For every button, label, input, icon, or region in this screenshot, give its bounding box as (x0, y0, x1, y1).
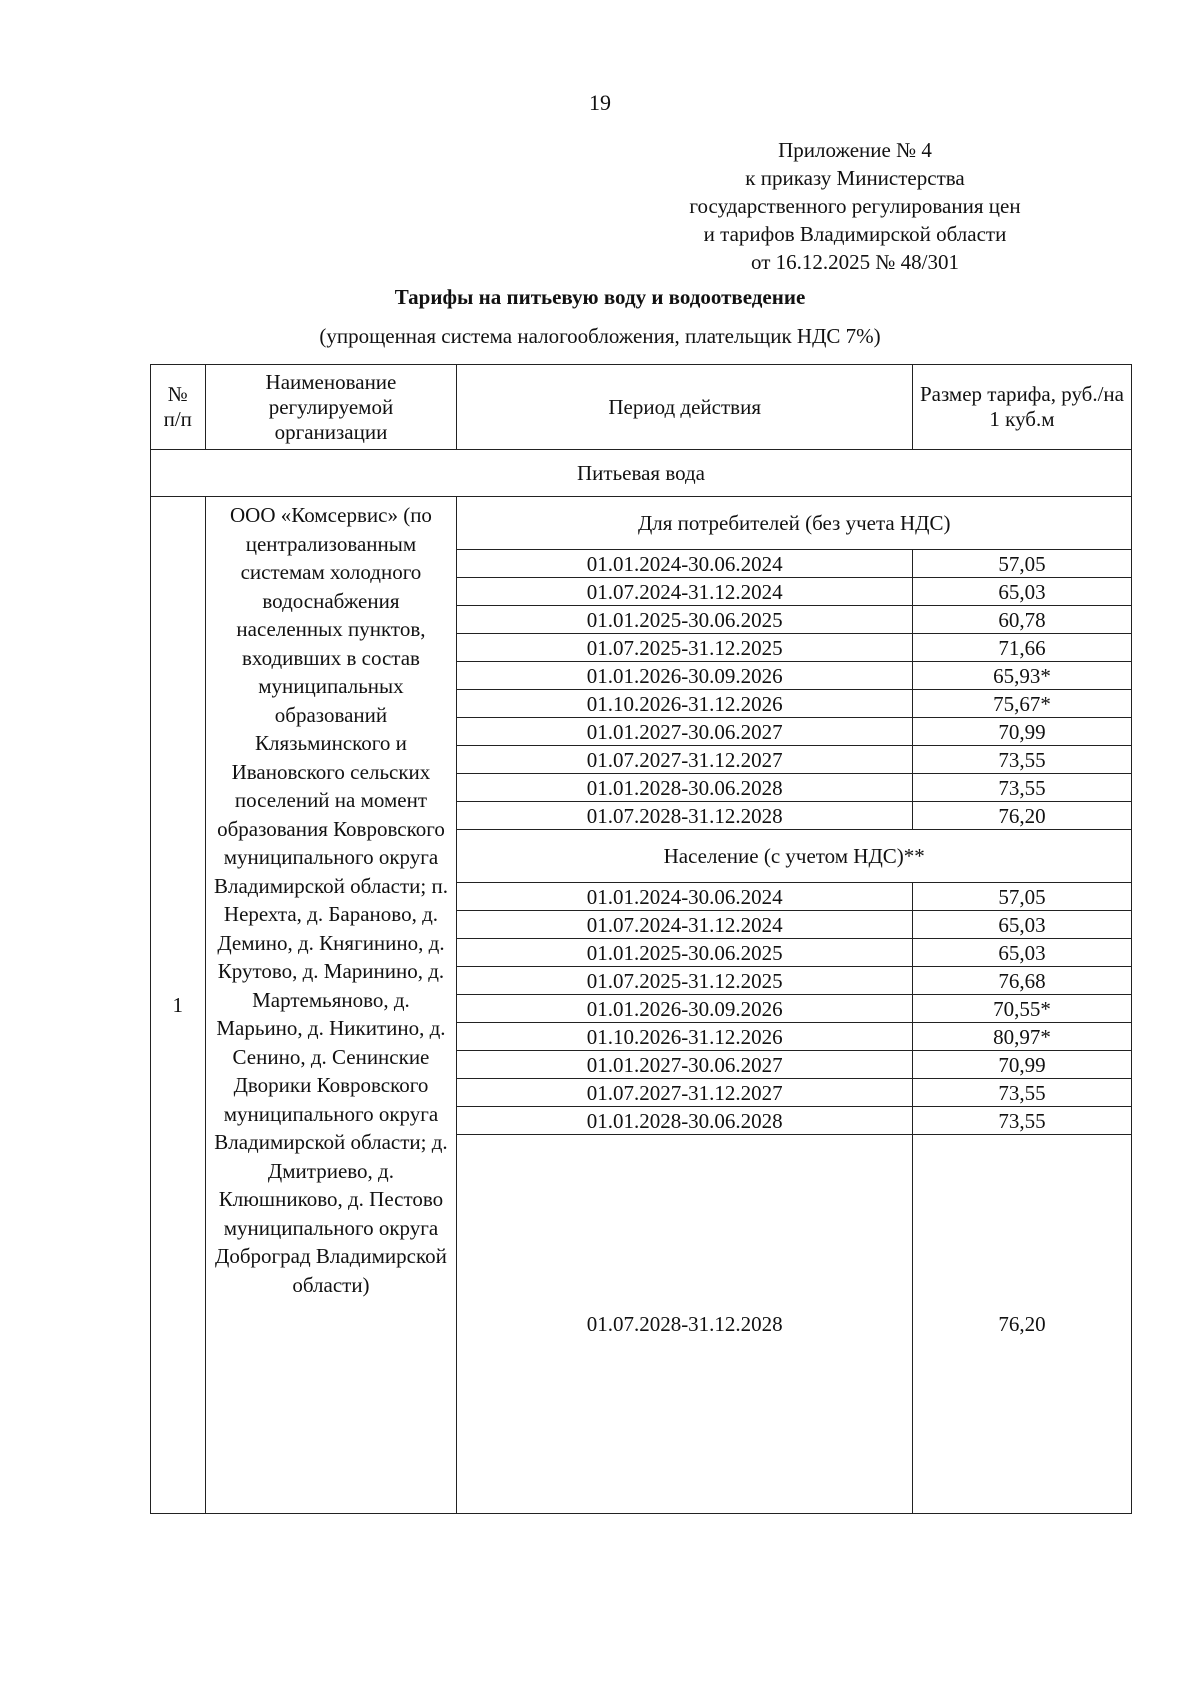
period-cell: 01.10.2026-31.12.2026 (457, 1023, 913, 1051)
period-cell: 01.07.2028-31.12.2028 (457, 1135, 913, 1514)
period-cell: 01.07.2024-31.12.2024 (457, 578, 913, 606)
period-cell: 01.01.2028-30.06.2028 (457, 774, 913, 802)
row-number: 1 (151, 497, 206, 1514)
tariff-value-cell: 71,66 (912, 634, 1131, 662)
tariff-value-cell: 70,99 (912, 718, 1131, 746)
appendix-line: государственного регулирования цен (689, 194, 1021, 218)
period-cell: 01.01.2024-30.06.2024 (457, 550, 913, 578)
tariff-value-cell: 65,03 (912, 939, 1131, 967)
group-label: Население (с учетом НДС)** (457, 830, 1132, 883)
appendix-line: к приказу Министерства (745, 166, 965, 190)
header-org: Наименование регулируемой организации (205, 365, 457, 450)
tariff-value-cell: 65,03 (912, 911, 1131, 939)
period-cell: 01.07.2027-31.12.2027 (457, 1079, 913, 1107)
tariff-value-cell: 57,05 (912, 550, 1131, 578)
document-subtitle: (упрощенная система налогообложения, плательщик НДС 7%) (319, 324, 881, 348)
appendix-line: и тарифов Владимирской области (703, 222, 1007, 246)
section-title: Питьевая вода (151, 450, 1132, 497)
period-cell: 01.01.2027-30.06.2027 (457, 718, 913, 746)
tariff-value-cell: 60,78 (912, 606, 1131, 634)
header-tariff: Размер тарифа, руб./на 1 куб.м (912, 365, 1131, 450)
period-cell: 01.01.2026-30.09.2026 (457, 995, 913, 1023)
document-title: Тарифы на питьевую воду и водоотведение (394, 285, 806, 309)
tariff-value-cell: 57,05 (912, 883, 1131, 911)
period-cell: 01.07.2024-31.12.2024 (457, 911, 913, 939)
tariff-value-cell: 75,67* (912, 690, 1131, 718)
appendix-block (645, 136, 1065, 276)
tariff-table (150, 364, 1132, 1514)
period-cell: 01.07.2025-31.12.2025 (457, 634, 913, 662)
tariff-value-cell: 73,55 (912, 1107, 1131, 1135)
header-num: № п/п (151, 365, 206, 450)
tariff-value-cell: 76,68 (912, 967, 1131, 995)
appendix-line: от 16.12.2025 № 48/301 (750, 250, 960, 274)
period-cell: 01.07.2028-31.12.2028 (457, 802, 913, 830)
organization-name: ООО «Комсервис» (по централизованным системам холодного водоснабжения населенных пунктов, входивших в состав муниципальных образований Клязьминского и Ивановского сельских поселений на момент образования Ковровского муниципального округа Владимирской области; п. Нерехта, д. Бараново, д. Демино, д. Княгинино, д. Крутово, д. Маринино, д. Мартемьяново, д. Марьино, д. Никитино, д. Сенино, д. Сенинские Дворики Ковровского муниципального округа Владимирской области; д. Дмитриево, д. Клюшниково, д. Пестово муниципального округа Доброград Владимирской области) (205, 497, 457, 1514)
header-period: Период действия (457, 365, 913, 450)
tariff-value-cell: 65,03 (912, 578, 1131, 606)
group-label: Для потребителей (без учета НДС) (457, 497, 1132, 550)
page-number: 19 (589, 90, 611, 115)
group-row (151, 497, 1132, 550)
tariff-value-cell: 73,55 (912, 746, 1131, 774)
tariff-value-cell: 70,99 (912, 1051, 1131, 1079)
appendix-line: Приложение № 4 (778, 138, 932, 162)
tariff-value-cell: 73,55 (912, 1079, 1131, 1107)
period-cell: 01.01.2028-30.06.2028 (457, 1107, 913, 1135)
period-cell: 01.01.2025-30.06.2025 (457, 606, 913, 634)
period-cell: 01.07.2025-31.12.2025 (457, 967, 913, 995)
period-cell: 01.01.2026-30.09.2026 (457, 662, 913, 690)
tariff-value-cell: 70,55* (912, 995, 1131, 1023)
tariff-value-cell: 76,20 (912, 1135, 1131, 1514)
period-cell: 01.01.2025-30.06.2025 (457, 939, 913, 967)
period-cell: 01.01.2027-30.06.2027 (457, 1051, 913, 1079)
period-cell: 01.10.2026-31.12.2026 (457, 690, 913, 718)
tariff-value-cell: 73,55 (912, 774, 1131, 802)
period-cell: 01.01.2024-30.06.2024 (457, 883, 913, 911)
table-header-row (151, 365, 1132, 450)
tariff-value-cell: 76,20 (912, 802, 1131, 830)
section-row (151, 450, 1132, 497)
period-cell: 01.07.2027-31.12.2027 (457, 746, 913, 774)
tariff-value-cell: 80,97* (912, 1023, 1131, 1051)
tariff-value-cell: 65,93* (912, 662, 1131, 690)
